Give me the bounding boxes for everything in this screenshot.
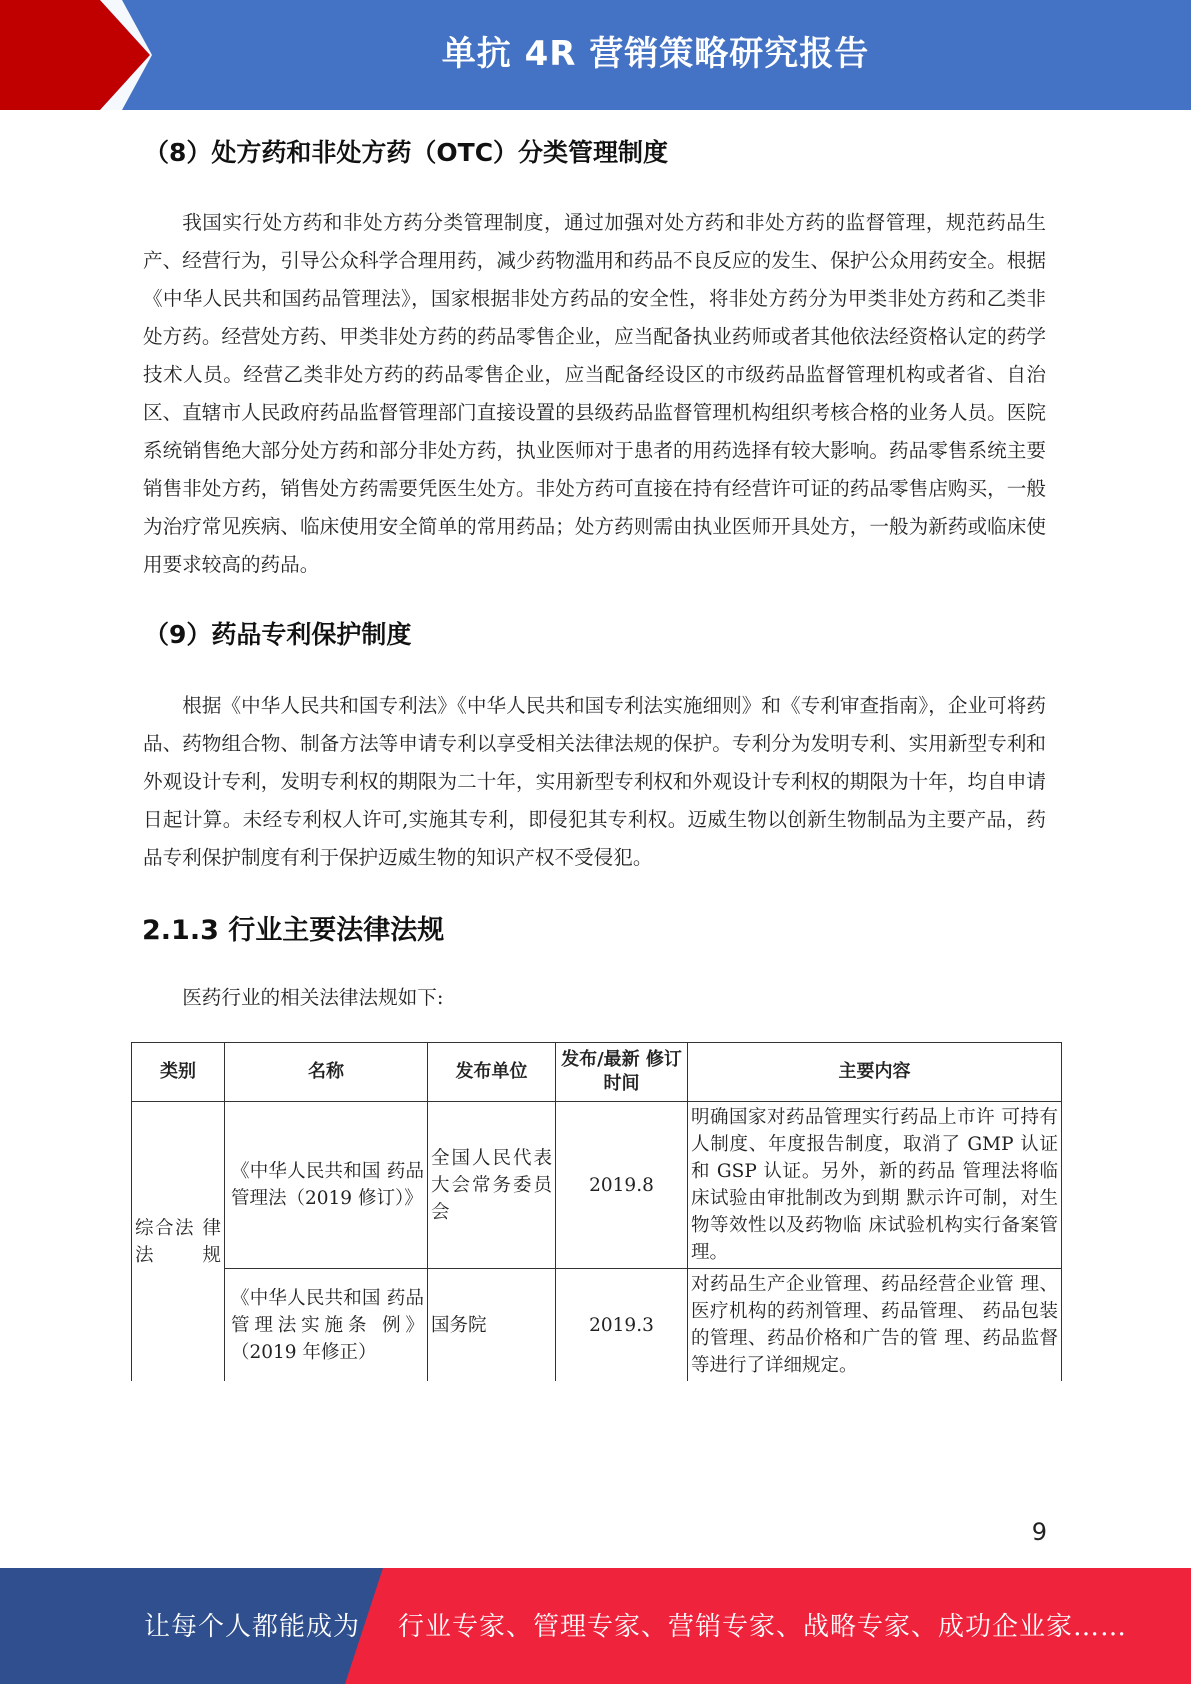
table-intro-text: 医药行业的相关法律法规如下:: [182, 986, 444, 1009]
section-9-paragraph: 根据《中华人民共和国专利法》《中华人民共和国专利法实施细则》和《专利审查指南》，企业可将药品、药物组合物、制备方法等申请专利以享受相关法律法规的保护。专利分为发明专利、实用新型专利和外观设计专利，发明专利权的期限为二十年，实用新型专利权和外观设计专利权的期限为十年，均自申请日起计算。未经专利权人许可,实施其专利，即侵犯其专利权。迈威生物以创新生物制品为主要产品，药品专利保护制度有利于保护迈威生物的知识产权不受侵犯。: [143, 694, 1046, 869]
report-title: 单抗 4R 营销策略研究报告: [441, 34, 870, 74]
header-category: 类别: [132, 1043, 225, 1102]
header-name: 名称: [225, 1043, 428, 1102]
section-2-1-3-heading: 2.1.3 行业主要法律法规: [142, 915, 445, 946]
table-row: [132, 1269, 1062, 1382]
law-name-cell: 《中华人民共和国 药品管理法（2019 修订）》: [225, 1102, 428, 1269]
page-number: 9: [1031, 1518, 1047, 1546]
table-row: [132, 1102, 1062, 1269]
laws-table: [131, 1042, 1062, 1381]
category-cell: 综合法 律法规: [132, 1102, 225, 1382]
law-name-cell: 《中华人民共和国 药品管理法实施条 例》（2019 年修正）: [225, 1269, 428, 1382]
footer-slogan-right: 行业专家、管理专家、营销专家、战略专家、成功企业家……: [398, 1612, 1128, 1642]
header-date: 发布/最新 修订时间: [556, 1043, 688, 1102]
table-header-row: [132, 1043, 1062, 1102]
date-cell: 2019.3: [556, 1269, 688, 1382]
content-cell: 对药品生产企业管理、药品经营企业管 理、医疗机构的药剂管理、药品管理、 药品包装的管理、药品价格和广告的管 理、药品监督等进行了详细规定。: [688, 1269, 1062, 1382]
header-publisher: 发布单位: [428, 1043, 556, 1102]
page-header: [0, 0, 1191, 110]
publisher-cell: 全国人民代表大会常务委员会: [428, 1102, 556, 1269]
content-cell: 明确国家对药品管理实行药品上市许 可持有人制度、年度报告制度，取消了 GMP 认证和 GSP 认证。另外，新的药品 管理法将临床试验由审批制改为到期 默示许可制，对生物等效性以及药物临 床试验机构实行备案管理。: [688, 1102, 1062, 1269]
date-cell: 2019.8: [556, 1102, 688, 1269]
section-8-heading: （8）处方药和非处方药（OTC）分类管理制度: [144, 138, 669, 167]
section-8-paragraph: 我国实行处方药和非处方药分类管理制度，通过加强对处方药和非处方药的监督管理，规范药品生产、经营行为，引导公众科学合理用药，减少药物滥用和药品不良反应的发生、保护公众用药安全。根据《中华人民共和国药品管理法》，国家根据非处方药品的安全性，将非处方药分为甲类非处方药和乙类非处方药。经营处方药、甲类非处方药的药品零售企业，应当配备执业药师或者其他依法经资格认定的药学技术人员。经营乙类非处方药的药品零售企业，应当配备经设区的市级药品监督管理机构或者省、自治区、直辖市人民政府药品监督管理部门直接设置的县级药品监督管理机构组织考核合格的业务人员。医院系统销售绝大部分处方药和部分非处方药，执业医师对于患者的用药选择有较大影响。药品零售系统主要销售非处方药，销售处方药需要凭医生处方。非处方药可直接在持有经营许可证的药品零售店购买，一般为治疗常见疾病、临床使用安全简单的常用药品；处方药则需由执业医师开具处方，一般为新药或临床使用要求较高的药品。: [143, 211, 1046, 576]
footer-slogan-left: 让每个人都能成为: [144, 1612, 361, 1642]
section-9-heading: （9）药品专利保护制度: [144, 620, 412, 649]
publisher-cell: 国务院: [428, 1269, 556, 1382]
header-content: 主要内容: [688, 1043, 1062, 1102]
page-footer: [0, 1568, 1191, 1684]
